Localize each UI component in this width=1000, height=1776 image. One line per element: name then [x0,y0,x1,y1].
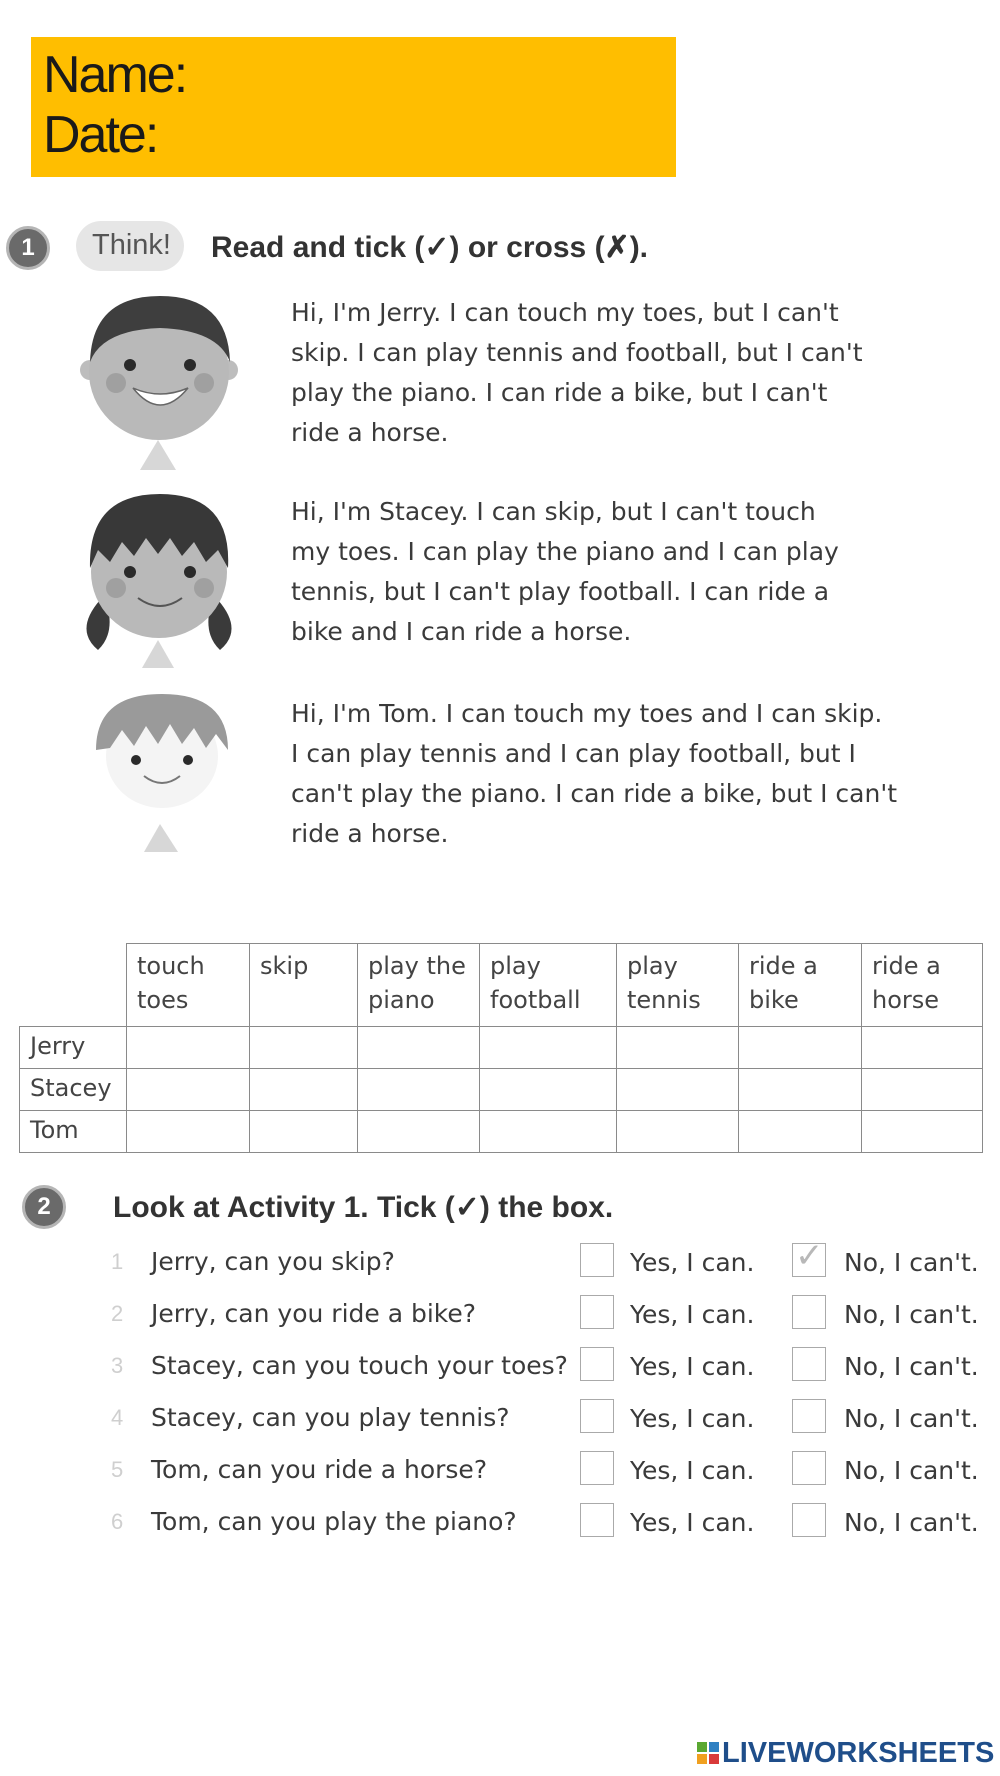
tom-face-icon [88,694,248,864]
stacey-line: tennis, but I can't play football. I can ride a [291,577,830,606]
liveworksheets-logo-icon [697,1742,719,1764]
answer-cell[interactable] [250,1111,358,1153]
yes-checkbox[interactable] [580,1347,614,1381]
answer-cell[interactable] [358,1069,480,1111]
header-play-tennis: play tennis [617,944,739,1027]
table-row [20,1027,983,1069]
header-play-football: play football [480,944,617,1027]
question-row [0,1236,1000,1295]
answer-cell[interactable] [480,1027,617,1069]
question-number: 5 [111,1457,124,1482]
liveworksheets-logo-text: LIVEWORKSHEETS [722,1736,995,1769]
question-text: Tom, can you play the piano? [151,1507,517,1536]
answer-cell[interactable] [250,1069,358,1111]
activity-2-number: 2 [22,1185,66,1229]
no-checkbox[interactable] [792,1503,826,1537]
answer-cell[interactable] [127,1027,250,1069]
answer-cell[interactable] [127,1111,250,1153]
jerry-face-icon [78,290,258,480]
answer-cell[interactable] [617,1027,739,1069]
answer-cell[interactable] [862,1027,983,1069]
stacey-paragraph [291,492,991,652]
answer-cell[interactable] [480,1069,617,1111]
table-header-row [20,944,983,1027]
answer-cell[interactable] [862,1111,983,1153]
question-row [0,1347,1000,1399]
no-checkbox[interactable] [792,1236,826,1277]
question-number: 2 [111,1301,124,1326]
no-checkbox[interactable] [792,1451,826,1485]
question-text: Tom, can you ride a horse? [151,1455,488,1484]
yes-label: Yes, I can. [630,1300,755,1329]
header-ride-horse: ride a horse [862,944,983,1027]
header-ride-bike: ride a bike [739,944,862,1027]
jerry-line: skip. I can play tennis and football, but I can't [291,338,863,367]
ability-table [19,943,983,1153]
yes-label: Yes, I can. [630,1456,755,1485]
yes-checkbox[interactable] [580,1503,614,1537]
answer-cell[interactable] [617,1069,739,1111]
no-label: No, I can't. [844,1404,979,1433]
jerry-line: Hi, I'm Jerry. I can touch my toes, but I can't [291,298,839,327]
answer-cell[interactable] [480,1111,617,1153]
jerry-line: play the piano. I can ride a bike, but I can't [291,378,828,407]
answer-cell[interactable] [739,1111,862,1153]
activity-1-instruction: Read and tick (✓) or cross (✗). [211,231,649,264]
no-checkbox[interactable] [792,1399,826,1433]
jerry-line: ride a horse. [291,418,449,447]
question-number: 4 [111,1405,124,1430]
stacey-line: Hi, I'm Stacey. I can skip, but I can't touch [291,497,816,526]
answer-cell[interactable] [739,1027,862,1069]
row-label-tom: Tom [20,1111,127,1153]
no-checkbox[interactable] [792,1295,826,1329]
header-play-piano: play the piano [358,944,480,1027]
question-row [0,1295,1000,1347]
no-label: No, I can't. [844,1248,979,1277]
table-row [20,1111,983,1153]
answer-cell[interactable] [862,1069,983,1111]
yes-checkbox[interactable] [580,1399,614,1433]
table-row [20,1069,983,1111]
yes-label: Yes, I can. [630,1352,755,1381]
tom-line: can't play the piano. I can ride a bike, but I can't [291,779,898,808]
question-row [0,1399,1000,1451]
liveworksheets-logo [697,1738,994,1768]
tom-paragraph [291,694,991,854]
yes-label: Yes, I can. [630,1508,755,1537]
activity-2-instruction: Look at Activity 1. Tick (✓) the box. [113,1191,614,1224]
question-number: 6 [111,1509,124,1534]
answer-cell[interactable] [250,1027,358,1069]
row-label-jerry: Jerry [20,1027,127,1069]
answer-cell[interactable] [617,1111,739,1153]
header-skip: skip [250,944,358,1027]
yes-label: Yes, I can. [630,1248,755,1277]
tom-line: ride a horse. [291,819,449,848]
jerry-paragraph [291,293,991,453]
stacey-line: my toes. I can play the piano and I can play [291,537,839,566]
tom-line: I can play tennis and I can play football, but I [291,739,856,768]
no-label: No, I can't. [844,1352,979,1381]
yes-label: Yes, I can. [630,1404,755,1433]
answer-cell[interactable] [358,1111,480,1153]
no-label: No, I can't. [844,1300,979,1329]
answer-cell[interactable] [127,1069,250,1111]
row-label-stacey: Stacey [20,1069,127,1111]
question-number: 3 [111,1353,124,1378]
check-mark-icon: ✓ [795,1236,824,1276]
question-text: Stacey, can you play tennis? [151,1403,510,1432]
name-label: Name: [43,46,187,104]
answer-cell[interactable] [739,1069,862,1111]
question-text: Jerry, can you ride a bike? [151,1299,477,1328]
yes-checkbox[interactable] [580,1451,614,1485]
date-label: Date: [43,106,158,164]
question-row [0,1503,1000,1555]
think-badge-label: Think! [92,229,171,261]
yes-checkbox[interactable] [580,1295,614,1329]
yes-checkbox[interactable] [580,1243,614,1277]
tom-line: Hi, I'm Tom. I can touch my toes and I can skip. [291,699,883,728]
activity-1-number: 1 [6,226,50,270]
no-label: No, I can't. [844,1508,979,1537]
name-date-box [31,37,676,177]
header-touch-toes: touch toes [127,944,250,1027]
question-text: Stacey, can you touch your toes? [151,1351,568,1380]
stacey-line: bike and I can ride a horse. [291,617,632,646]
stacey-face-icon [78,490,258,680]
question-number: 1 [111,1249,124,1274]
answer-cell[interactable] [358,1027,480,1069]
table-corner [20,944,127,1027]
no-label: No, I can't. [844,1456,979,1485]
no-checkbox[interactable] [792,1347,826,1381]
question-row [0,1451,1000,1503]
question-text: Jerry, can you skip? [151,1247,395,1276]
